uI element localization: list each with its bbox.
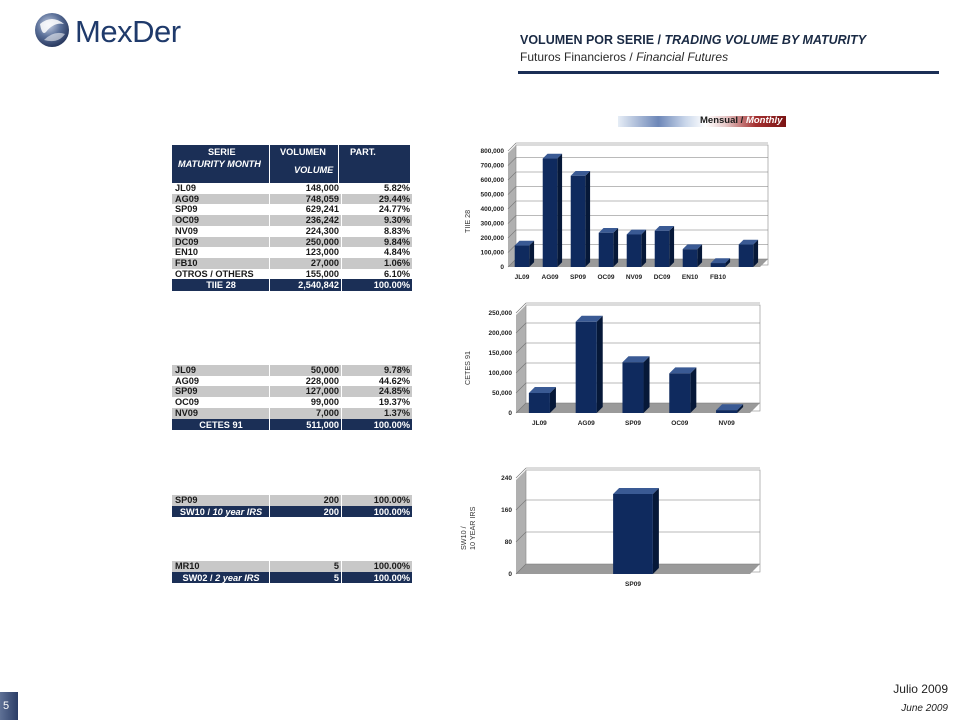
y-axis-label: CETES 91 xyxy=(463,351,472,385)
cell-serie: JL09 xyxy=(172,365,270,376)
table-sw10 xyxy=(172,495,412,517)
bar-side xyxy=(585,171,590,267)
table-cetes91 xyxy=(172,365,412,430)
table-total-row xyxy=(172,506,412,517)
y-tick-label: 200,000 xyxy=(480,235,504,242)
page-subtitle xyxy=(520,50,940,64)
table-tiie28 xyxy=(172,183,412,291)
chart-side-wall xyxy=(516,305,526,413)
y-tick-label: 200,000 xyxy=(488,330,512,337)
cell-part: 1.37% xyxy=(342,408,413,419)
y-tick-label: 0 xyxy=(508,571,512,578)
mexder-logo xyxy=(32,10,192,52)
bar xyxy=(627,234,642,267)
chart-side-wall xyxy=(516,470,526,574)
y-tick-label: 400,000 xyxy=(480,206,504,213)
total-label-code: SW02 / xyxy=(182,572,216,583)
cell-serie: MR10 xyxy=(172,561,270,572)
cell-volume: 155,000 xyxy=(270,269,342,280)
globe-icon xyxy=(32,10,72,50)
table-row xyxy=(172,204,412,215)
cell-serie: SP09 xyxy=(172,495,270,506)
bar xyxy=(529,393,550,413)
table-sw02 xyxy=(172,561,412,583)
cell-total-label xyxy=(172,506,270,517)
bar-side xyxy=(690,367,696,413)
page-number: 5 xyxy=(3,700,10,712)
x-category-label: SP09 xyxy=(625,420,641,427)
cell-volume: 250,000 xyxy=(270,237,342,248)
y-tick-label: 160 xyxy=(501,507,512,514)
cell-volume: 50,000 xyxy=(270,365,342,376)
bar xyxy=(576,322,597,413)
footer-date-es: Julio 2009 xyxy=(893,682,948,696)
x-category-label: SP09 xyxy=(625,581,641,588)
cell-serie: AG09 xyxy=(172,376,270,387)
cell-total-volume: 5 xyxy=(270,572,342,583)
cell-serie: OC09 xyxy=(172,215,270,226)
y-tick-label: 250,000 xyxy=(488,310,512,317)
bar xyxy=(711,263,726,267)
table-row xyxy=(172,386,412,397)
bar xyxy=(669,373,690,413)
bar-side xyxy=(557,154,562,267)
cell-volume: 99,000 xyxy=(270,397,342,408)
x-category-label: AG09 xyxy=(577,420,595,427)
x-category-label: JL09 xyxy=(531,420,547,427)
bar-side xyxy=(644,356,650,413)
total-label-code: SW10 / xyxy=(179,506,213,517)
table-header xyxy=(172,145,410,183)
cell-part: 9.78% xyxy=(342,365,413,376)
subtitle-english: Financial Futures xyxy=(636,50,729,64)
cell-total-part: 100.00% xyxy=(342,280,413,291)
period-bar xyxy=(618,116,786,127)
cell-part: 24.85% xyxy=(342,386,413,397)
y-tick-label: 50,000 xyxy=(492,390,512,397)
cell-volume: 224,300 xyxy=(270,226,342,237)
y-tick-label: 0 xyxy=(500,264,504,271)
cell-volume: 127,000 xyxy=(270,386,342,397)
bar xyxy=(655,231,670,267)
bar xyxy=(716,410,737,413)
cell-part: 9.30% xyxy=(342,215,413,226)
y-tick-label: 240 xyxy=(501,475,512,482)
table-row xyxy=(172,215,412,226)
table-row xyxy=(172,258,412,269)
y-tick-label: 150,000 xyxy=(488,350,512,357)
y-tick-label: 800,000 xyxy=(480,148,504,155)
table-row xyxy=(172,183,412,194)
header-divider xyxy=(518,71,939,74)
period-label xyxy=(700,115,782,126)
cell-serie: DC09 xyxy=(172,237,270,248)
cell-total-volume: 511,000 xyxy=(270,419,342,430)
cell-volume: 148,000 xyxy=(270,183,342,194)
footer-date-en: June 2009 xyxy=(901,703,948,714)
cell-part: 8.83% xyxy=(342,226,413,237)
bar xyxy=(739,245,754,267)
cell-total-part: 100.00% xyxy=(342,419,413,430)
bar-side xyxy=(653,488,659,574)
page-header xyxy=(520,33,940,64)
cell-part: 100.00% xyxy=(342,561,413,572)
header-volume: VOLUME xyxy=(294,165,334,175)
bar-side xyxy=(613,228,618,267)
table-total-row xyxy=(172,280,412,291)
bar xyxy=(683,249,698,267)
cell-serie: NV09 xyxy=(172,226,270,237)
title-english: TRADING VOLUME BY MATURITY xyxy=(664,33,867,47)
y-tick-label: 100,000 xyxy=(488,370,512,377)
period-label-es: Mensual / xyxy=(700,115,744,126)
y-axis-label-line: 10 YEAR IRS xyxy=(468,506,477,550)
bar xyxy=(599,233,614,267)
chart-sw10 xyxy=(460,470,780,595)
cell-part: 9.84% xyxy=(342,237,413,248)
bar-side xyxy=(597,316,603,413)
table-row xyxy=(172,376,412,387)
header-serie: SERIE xyxy=(208,147,236,157)
bar xyxy=(571,176,586,267)
cell-total-volume: 200 xyxy=(270,506,342,517)
cell-part: 4.84% xyxy=(342,247,413,258)
total-label-desc: 2 year IRS xyxy=(215,572,260,583)
cell-volume: 27,000 xyxy=(270,258,342,269)
cell-total-part: 100.00% xyxy=(342,572,413,583)
subtitle-spanish: Futuros Financieros / xyxy=(520,50,633,64)
x-category-label: DC09 xyxy=(653,274,671,281)
bar xyxy=(515,246,530,267)
table-row xyxy=(172,408,412,419)
cell-volume: 200 xyxy=(270,495,342,506)
table-row xyxy=(172,269,412,280)
x-category-label: NV09 xyxy=(718,420,735,427)
header-divider-2 xyxy=(338,145,339,183)
x-category-label: OC09 xyxy=(671,420,689,427)
x-category-label: JL09 xyxy=(514,274,530,281)
table-row xyxy=(172,365,412,376)
y-tick-label: 100,000 xyxy=(480,249,504,257)
page-title xyxy=(520,33,940,47)
table-total-row xyxy=(172,572,412,583)
y-tick-label: 0 xyxy=(508,410,512,417)
table-row xyxy=(172,247,412,258)
table-row xyxy=(172,397,412,408)
y-tick-label: 500,000 xyxy=(480,191,504,199)
table-row xyxy=(172,226,412,237)
cell-total-label: TIIE 28 xyxy=(172,280,270,291)
period-label-en: Monthly xyxy=(745,115,783,126)
table-total-row xyxy=(172,419,412,430)
cell-total-label: CETES 91 xyxy=(172,419,270,430)
bar-side xyxy=(669,226,674,267)
table-row xyxy=(172,495,412,506)
y-tick-label: 300,000 xyxy=(480,220,504,228)
cell-total-volume: 2,540,842 xyxy=(270,280,342,291)
x-category-label: SP09 xyxy=(570,274,586,281)
y-tick-label: 80 xyxy=(504,539,512,546)
y-tick-label: 700,000 xyxy=(480,162,504,170)
cell-part: 100.00% xyxy=(342,495,413,506)
cell-serie: AG09 xyxy=(172,194,270,205)
cell-serie: EN10 xyxy=(172,247,270,258)
header-divider-1 xyxy=(269,145,270,183)
cell-serie: OTROS / OTHERS xyxy=(172,269,270,280)
bar-top xyxy=(613,488,659,494)
y-axis-label-line: SW10 / xyxy=(459,526,468,550)
table-row xyxy=(172,194,412,205)
cell-part: 1.06% xyxy=(342,258,413,269)
cell-serie: OC09 xyxy=(172,397,270,408)
cell-volume: 5 xyxy=(270,561,342,572)
bar-side xyxy=(641,230,646,267)
cell-volume: 629,241 xyxy=(270,204,342,215)
cell-serie: FB10 xyxy=(172,258,270,269)
bar xyxy=(613,494,653,574)
x-category-label: AG09 xyxy=(541,274,559,281)
cell-volume: 236,242 xyxy=(270,215,342,226)
chart-tiie28 xyxy=(460,143,780,293)
cell-part: 19.37% xyxy=(342,397,413,408)
y-tick-label: 600,000 xyxy=(480,177,504,184)
cell-volume: 123,000 xyxy=(270,247,342,258)
cell-part: 24.77% xyxy=(342,204,413,215)
chart-cetes91 xyxy=(460,305,780,440)
cell-serie: JL09 xyxy=(172,183,270,194)
cell-volume: 748,059 xyxy=(270,194,342,205)
y-axis-label: TIIE 28 xyxy=(463,209,472,233)
bar-side xyxy=(753,240,758,267)
x-category-label: OC09 xyxy=(597,274,615,281)
bar xyxy=(543,159,558,267)
cell-part: 29.44% xyxy=(342,194,413,205)
cell-part: 6.10% xyxy=(342,269,413,280)
cell-part: 5.82% xyxy=(342,183,413,194)
bar xyxy=(622,362,643,413)
table-row xyxy=(172,561,412,572)
cell-part: 44.62% xyxy=(342,376,413,387)
x-category-label: FB10 xyxy=(710,274,726,281)
cell-total-label xyxy=(172,572,270,583)
cell-serie: SP09 xyxy=(172,386,270,397)
x-category-label: EN10 xyxy=(681,274,699,281)
header-maturity: MATURITY MONTH xyxy=(178,159,261,169)
header-part: PART. xyxy=(350,147,376,157)
title-spanish: VOLUMEN POR SERIE / xyxy=(520,33,661,47)
total-label-desc: 10 year IRS xyxy=(212,506,263,517)
x-category-label: NV09 xyxy=(625,274,643,281)
brand-name: MexDer xyxy=(75,14,181,49)
cell-total-part: 100.00% xyxy=(342,506,413,517)
header-volumen: VOLUMEN xyxy=(280,147,326,157)
cell-serie: NV09 xyxy=(172,408,270,419)
table-row xyxy=(172,237,412,248)
y-axis-label xyxy=(459,506,477,550)
cell-volume: 7,000 xyxy=(270,408,342,419)
cell-volume: 228,000 xyxy=(270,376,342,387)
cell-serie: SP09 xyxy=(172,204,270,215)
